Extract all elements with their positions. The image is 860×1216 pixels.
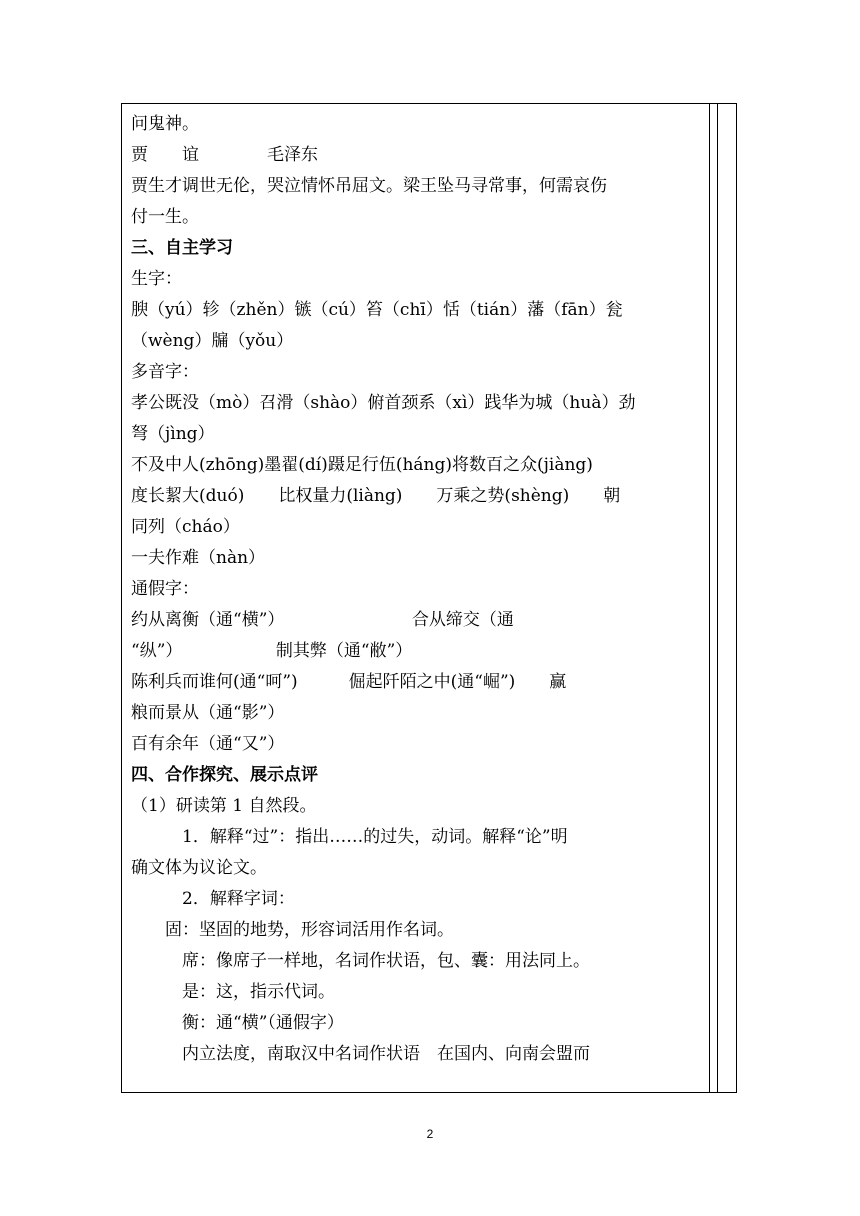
text-line: 腴（yú）轸（zhěn）镞（cú）笞（chī）恬（tián）藩（fān）瓮 — [131, 300, 623, 320]
text-line: 衡：通“横”（通假字） — [131, 1013, 344, 1033]
text-line: 不及中人(zhōng)墨翟(dí)蹑足行伍(háng)将数百之众(jiàng) — [131, 455, 593, 475]
section-heading: 三、自主学习 — [131, 238, 233, 258]
text-line: 付一生。 — [131, 207, 199, 227]
document-table — [121, 103, 737, 1093]
text-line: 内立法度，南取汉中名词作状语 在国内、向南会盟而 — [131, 1044, 590, 1064]
text-line: 百有余年（通“又”） — [131, 734, 285, 754]
text-line: 一夫作难（nàn） — [131, 548, 266, 568]
text-line: 孝公既没（mò）召滑（shào）俯首颈系（xì）践华为城（huà）劲 — [131, 393, 636, 413]
text-line: 粮而景从（通“影”） — [131, 703, 285, 723]
column-divider — [717, 104, 718, 1092]
text-line: 确文体为议论文。 — [131, 858, 267, 878]
text-line: 固：坚固的地势，形容词活用作名词。 — [131, 920, 454, 940]
text-line: 席：像席子一样地，名词作状语，包、囊：用法同上。 — [131, 951, 590, 971]
subheading: 多音字： — [131, 362, 199, 382]
column-divider — [709, 104, 710, 1092]
text-line: 贾生才调世无伦，哭泣情怀吊屈文。梁王坠马寻常事，何需哀伤 — [131, 176, 607, 196]
subheading: 生字： — [131, 269, 182, 289]
text-line: 约从离衡（通“横”） 合从缔交（通 — [131, 610, 514, 630]
text-line: “纵”） 制其弊（通“敝”） — [131, 641, 413, 661]
text-line: 弩（jìng） — [131, 424, 215, 444]
page-number: 2 — [426, 1127, 434, 1141]
subheading: 通假字： — [131, 579, 199, 599]
section-heading: 四、合作探究、展示点评 — [131, 765, 318, 785]
text-line: 度长絜大(duó) 比权量力(liàng) 万乘之势(shèng) 朝 — [131, 486, 621, 506]
text-line: 是：这，指示代词。 — [131, 982, 335, 1002]
text-line: 同列（cháo） — [131, 517, 240, 537]
text-line: 2．解释字词： — [131, 889, 295, 909]
text-line: （1）研读第 1 自然段。 — [131, 796, 317, 816]
text-line: 问鬼神。 — [131, 114, 199, 134]
text-line: 1．解释“过”：指出……的过失，动词。解释“论”明 — [131, 827, 568, 847]
text-line: 陈利兵而谁何(通“呵”) 倔起阡陌之中(通“崛”) 赢 — [131, 672, 567, 692]
text-line: （wèng）牖（yǒu） — [131, 331, 294, 351]
poem-title: 贾 谊 毛泽东 — [131, 145, 318, 165]
